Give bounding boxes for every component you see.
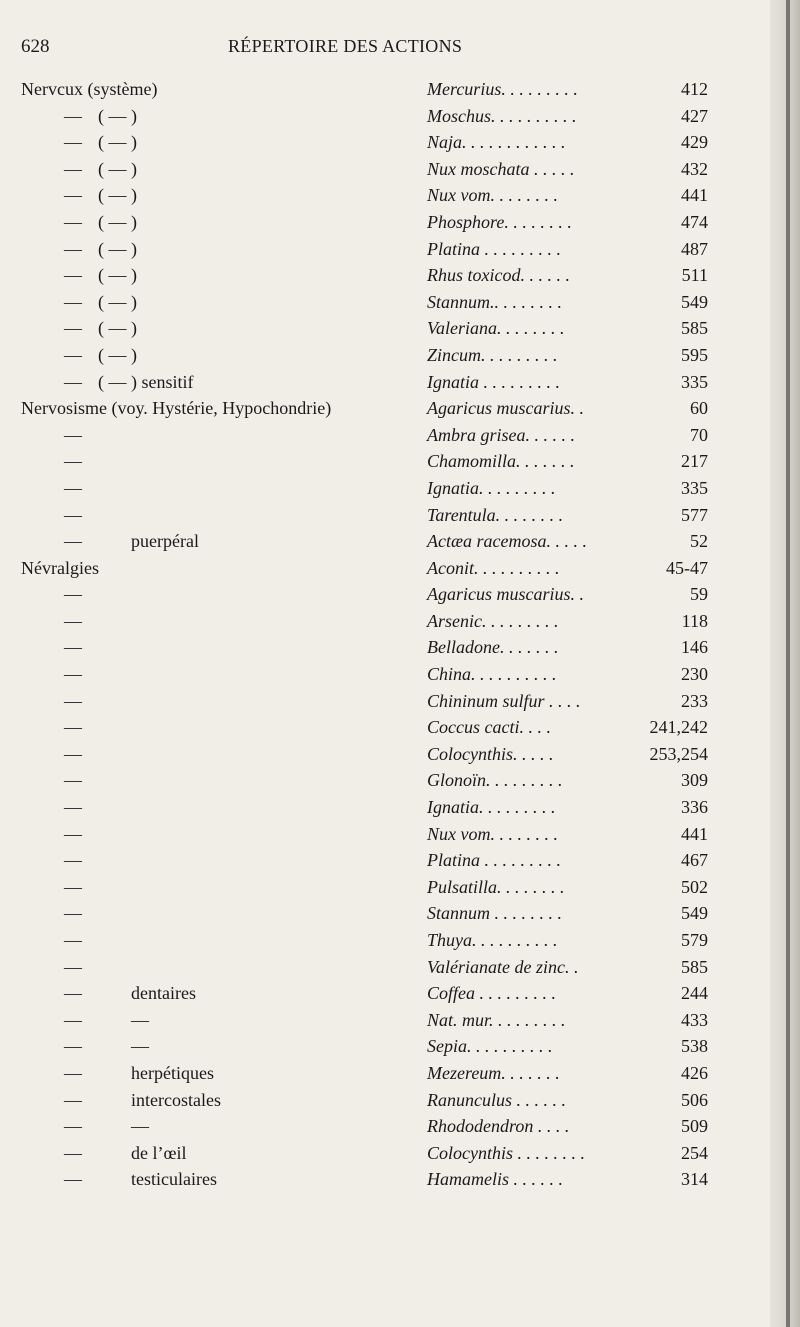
- index-entry: [0, 767, 780, 794]
- remedy-name: Nux moschata . . . . .: [427, 158, 575, 179]
- remedy-name: Platina . . . . . . . . .: [427, 850, 561, 871]
- remedy-name: Rhus toxicod. . . . . .: [427, 265, 570, 286]
- index-list: [0, 76, 780, 1193]
- index-entry: [0, 182, 780, 209]
- index-entry: [0, 369, 780, 396]
- page-ref: 502: [681, 876, 708, 897]
- page-ref: 429: [681, 132, 708, 153]
- page-ref: 335: [681, 371, 708, 392]
- page-ref: 314: [681, 1169, 708, 1190]
- remedy-name: Arsenic. . . . . . . . .: [427, 610, 559, 631]
- page-ref: 118: [681, 610, 708, 631]
- ditto-dash: —: [64, 1169, 82, 1190]
- page-ref: 441: [681, 823, 708, 844]
- remedy-name: Pulsatilla. . . . . . . .: [427, 876, 565, 897]
- remedy-name: Ambra grisea. . . . . .: [427, 424, 575, 445]
- ditto-dash: —: [64, 132, 82, 153]
- entry-term: Névralgies: [21, 557, 99, 578]
- index-entry: [0, 688, 780, 715]
- entry-subterm: ( — ): [98, 105, 137, 126]
- entry-qualifier: —: [131, 1036, 149, 1057]
- page-ref: 433: [681, 1009, 708, 1030]
- ditto-dash: —: [64, 451, 82, 472]
- page-ref: 59: [690, 584, 708, 605]
- index-entry: [0, 342, 780, 369]
- entry-subterm: ( — ): [98, 211, 137, 232]
- page-ref: 474: [681, 211, 708, 232]
- index-entry: [0, 1166, 780, 1193]
- entry-qualifier: —: [131, 1116, 149, 1137]
- index-entry: [0, 1007, 780, 1034]
- index-entry: [0, 634, 780, 661]
- page-ref: 509: [681, 1116, 708, 1137]
- remedy-name: Colocynthis . . . . . . . .: [427, 1142, 585, 1163]
- entry-subterm: ( — ): [98, 158, 137, 179]
- page-ref: 549: [681, 903, 708, 924]
- index-entry: [0, 581, 780, 608]
- remedy-name: Rhododendron . . . .: [427, 1116, 570, 1137]
- index-entry: [0, 874, 780, 901]
- ditto-dash: —: [64, 1009, 82, 1030]
- remedy-name: Sepia. . . . . . . . . .: [427, 1036, 553, 1057]
- page-ref: 45-47: [666, 557, 708, 578]
- page-ref: 579: [681, 930, 708, 950]
- ditto-dash: —: [64, 291, 82, 312]
- remedy-name: Nat. mur. . . . . . . . .: [427, 1009, 566, 1030]
- index-entry: [0, 821, 780, 848]
- ditto-dash: —: [64, 477, 82, 498]
- remedy-name: Valeriana. . . . . . . .: [427, 318, 565, 339]
- page-ref: 467: [681, 850, 708, 871]
- ditto-dash: —: [64, 424, 82, 445]
- page-ref: 60: [690, 398, 708, 419]
- entry-subterm: ( — ): [98, 238, 137, 259]
- ditto-dash: —: [64, 265, 82, 286]
- page-number: 628: [21, 36, 50, 57]
- remedy-name: Chamomilla. . . . . . .: [427, 451, 575, 472]
- index-entry: [0, 289, 780, 316]
- remedy-name: Naja. . . . . . . . . . . .: [427, 132, 566, 153]
- remedy-name: Agaricus muscarius. .: [427, 584, 584, 605]
- entry-qualifier: —: [131, 1009, 149, 1030]
- remedy-name: Thuya. . . . . . . . . .: [427, 930, 558, 950]
- entry-qualifier: puerpéral: [131, 531, 199, 552]
- index-entry: [0, 129, 780, 156]
- entry-qualifier: intercostales: [131, 1089, 221, 1110]
- page-header: [0, 36, 780, 62]
- index-entry: [0, 1060, 780, 1087]
- ditto-dash: —: [64, 531, 82, 552]
- index-entry: [0, 555, 780, 582]
- page-ref: 336: [681, 797, 708, 818]
- page-ref: 233: [681, 690, 708, 711]
- remedy-name: Moschus. . . . . . . . . .: [427, 105, 577, 126]
- ditto-dash: —: [64, 850, 82, 871]
- index-entry: [0, 608, 780, 635]
- entry-qualifier: herpétiques: [131, 1062, 214, 1083]
- remedy-name: Zincum. . . . . . . . .: [427, 344, 558, 365]
- entry-term: Nervosisme (voy. Hystérie, Hypochondrie): [21, 398, 332, 419]
- ditto-dash: —: [64, 185, 82, 206]
- ditto-dash: —: [64, 1116, 82, 1137]
- ditto-dash: —: [64, 637, 82, 658]
- index-entry: [0, 794, 780, 821]
- ditto-dash: —: [64, 238, 82, 259]
- remedy-name: Belladone. . . . . . .: [427, 637, 559, 658]
- ditto-dash: —: [64, 956, 82, 977]
- index-entry: [0, 847, 780, 874]
- remedy-name: Nux vom. . . . . . . .: [427, 823, 558, 844]
- index-entry: [0, 236, 780, 263]
- ditto-dash: —: [64, 664, 82, 685]
- ditto-dash: —: [64, 797, 82, 818]
- ditto-dash: —: [64, 717, 82, 738]
- page-ref: 230: [681, 664, 708, 685]
- ditto-dash: —: [64, 318, 82, 339]
- entry-subterm: ( — ): [98, 265, 137, 286]
- index-entry: [0, 395, 780, 422]
- index-entry: [0, 156, 780, 183]
- page-ref: 146: [681, 637, 708, 658]
- entry-term: Nervcux (système): [21, 79, 158, 99]
- entry-qualifier: testiculaires: [131, 1169, 217, 1190]
- index-entry: [0, 209, 780, 236]
- entry-qualifier: de l’œil: [131, 1142, 187, 1163]
- remedy-name: Actæa racemosa. . . . .: [427, 531, 587, 552]
- page-ref: 549: [681, 291, 708, 312]
- ditto-dash: —: [64, 770, 82, 791]
- page-ref: 595: [681, 344, 708, 365]
- page-ref: 253,254: [649, 743, 708, 764]
- remedy-name: Tarentula. . . . . . . .: [427, 504, 564, 525]
- ditto-dash: —: [64, 344, 82, 365]
- index-entry: [0, 741, 780, 768]
- remedy-name: Phosphore. . . . . . . .: [427, 211, 572, 232]
- page-ref: 309: [681, 770, 708, 791]
- remedy-name: Mezereum. . . . . . .: [427, 1062, 560, 1083]
- page-ref: 412: [681, 79, 708, 99]
- index-entry: [0, 714, 780, 741]
- remedy-name: Mercurius. . . . . . . . .: [427, 79, 578, 99]
- page-ref: 585: [681, 956, 708, 977]
- ditto-dash: —: [64, 1036, 82, 1057]
- index-entry: [0, 1087, 780, 1114]
- index-entry: [0, 661, 780, 688]
- remedy-name: Colocynthis. . . . .: [427, 743, 554, 764]
- page-ref: 506: [681, 1089, 708, 1110]
- ditto-dash: —: [64, 504, 82, 525]
- page-ref: 241,242: [649, 717, 708, 738]
- ditto-dash: —: [64, 371, 82, 392]
- index-entry: [0, 502, 780, 529]
- page-ref: 70: [690, 424, 708, 445]
- ditto-dash: —: [64, 211, 82, 232]
- index-entry: [0, 448, 780, 475]
- entry-subterm: ( — ): [98, 132, 137, 153]
- index-entry: [0, 422, 780, 449]
- index-entry: [0, 1113, 780, 1140]
- index-entry: [0, 900, 780, 927]
- ditto-dash: —: [64, 584, 82, 605]
- page-ref: 441: [681, 185, 708, 206]
- remedy-name: Ignatia. . . . . . . . .: [427, 477, 556, 498]
- entry-qualifier: dentaires: [131, 983, 196, 1004]
- remedy-name: Ignatia. . . . . . . . .: [427, 797, 556, 818]
- page-ref: 217: [681, 451, 708, 472]
- index-entry: [0, 954, 780, 981]
- index-entry: [0, 262, 780, 289]
- ditto-dash: —: [64, 823, 82, 844]
- remedy-name: Valérianate de zinc. .: [427, 956, 579, 977]
- page-ref: 585: [681, 318, 708, 339]
- page-ref: 335: [681, 477, 708, 498]
- page-ref: 52: [690, 531, 708, 552]
- page-ref: 511: [681, 265, 708, 286]
- entry-subterm: ( — ): [98, 344, 137, 365]
- entry-subterm: ( — ): [98, 291, 137, 312]
- page-ref: 487: [681, 238, 708, 259]
- ditto-dash: —: [64, 105, 82, 126]
- remedy-name: Coccus cacti. . . .: [427, 717, 551, 738]
- remedy-name: Chininum sulfur . . . .: [427, 690, 581, 711]
- remedy-name: Ignatia . . . . . . . . .: [427, 371, 560, 392]
- index-entry: [0, 528, 780, 555]
- ditto-dash: —: [64, 158, 82, 179]
- page-ref: 427: [681, 105, 708, 126]
- ditto-dash: —: [64, 743, 82, 764]
- remedy-name: Coffea . . . . . . . . .: [427, 983, 556, 1004]
- entry-subterm: ( — ) sensitif: [98, 371, 194, 392]
- remedy-name: Platina . . . . . . . . .: [427, 238, 561, 259]
- index-entry: [0, 475, 780, 502]
- entry-subterm: ( — ): [98, 185, 137, 206]
- page-ref: 432: [681, 158, 708, 179]
- index-entry: [0, 1140, 780, 1167]
- remedy-name: Stannum . . . . . . . .: [427, 903, 562, 924]
- index-entry: [0, 980, 780, 1007]
- ditto-dash: —: [64, 610, 82, 631]
- remedy-name: Nux vom. . . . . . . .: [427, 185, 558, 206]
- entry-subterm: ( — ): [98, 318, 137, 339]
- ditto-dash: —: [64, 930, 82, 950]
- page-ref: 426: [681, 1062, 708, 1083]
- remedy-name: Ranunculus . . . . . .: [427, 1089, 566, 1110]
- page-ref: 577: [681, 504, 708, 525]
- index-entry: [0, 927, 780, 954]
- remedy-name: Stannum.. . . . . . . .: [427, 291, 562, 312]
- remedy-name: Hamamelis . . . . . .: [427, 1169, 563, 1190]
- ditto-dash: —: [64, 690, 82, 711]
- ditto-dash: —: [64, 903, 82, 924]
- remedy-name: Aconit. . . . . . . . . .: [427, 557, 560, 578]
- index-entry: [0, 103, 780, 130]
- remedy-name: Glonoïn. . . . . . . . .: [427, 770, 563, 791]
- ditto-dash: —: [64, 1089, 82, 1110]
- page-ref: 244: [681, 983, 708, 1004]
- index-entry: [0, 76, 780, 103]
- index-entry: [0, 1033, 780, 1060]
- ditto-dash: —: [64, 1142, 82, 1163]
- running-title: RÉPERTOIRE DES ACTIONS: [228, 36, 463, 56]
- remedy-name: Agaricus muscarius. .: [427, 398, 584, 419]
- remedy-name: China. . . . . . . . . .: [427, 664, 557, 685]
- ditto-dash: —: [64, 983, 82, 1004]
- ditto-dash: —: [64, 1062, 82, 1083]
- ditto-dash: —: [64, 876, 82, 897]
- index-entry: [0, 315, 780, 342]
- page-ref: 538: [681, 1036, 708, 1057]
- page-ref: 254: [681, 1142, 708, 1163]
